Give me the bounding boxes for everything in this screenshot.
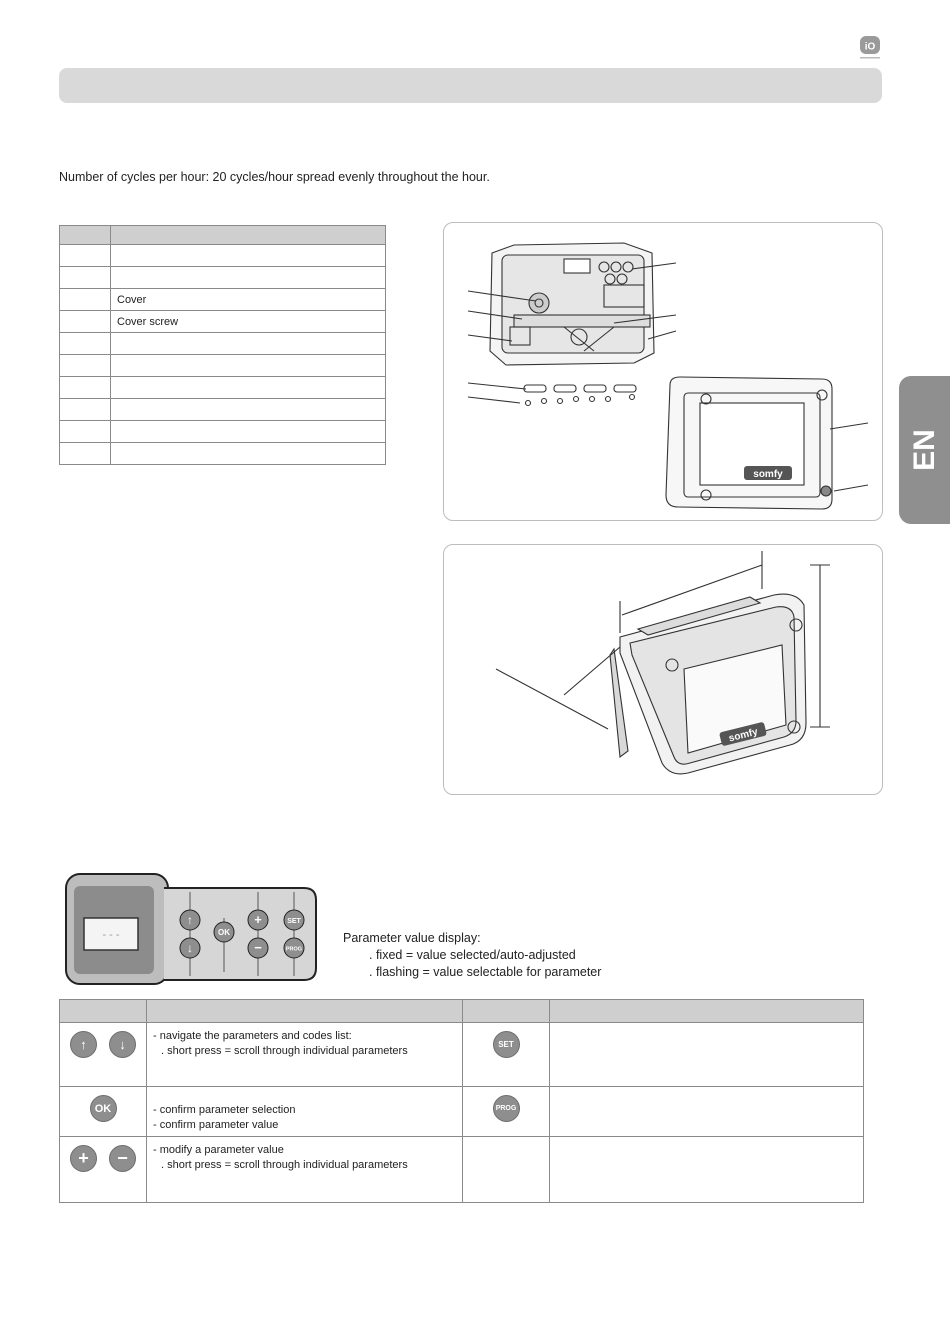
prog-button-icon: PROG (493, 1095, 520, 1122)
table-row (60, 399, 386, 421)
table-row (60, 267, 386, 289)
row-number (60, 267, 111, 289)
key-description (550, 1087, 864, 1137)
key-cell (60, 1023, 147, 1087)
key-cell (463, 1023, 550, 1087)
description-line: . short press = scroll through individual parameters (161, 1044, 408, 1057)
description-line: . short press = scroll through individual parameters (161, 1158, 408, 1171)
key-cell (60, 1087, 147, 1137)
row-number (60, 333, 111, 355)
description-line: - confirm parameter value (153, 1118, 279, 1131)
table-row (60, 311, 386, 333)
keypad-plus-label: + (254, 912, 262, 927)
display-dashes: - - - (102, 929, 120, 941)
language-label: EN (907, 429, 941, 471)
section-title-bar (59, 68, 882, 103)
up-arrow-icon: ↑ (70, 1031, 97, 1058)
key-cell (60, 1137, 147, 1203)
row-label (111, 333, 386, 355)
description-line (153, 1093, 456, 1103)
keypad-down-label: ↓ (187, 941, 193, 955)
table-header-row (60, 1000, 864, 1023)
language-tab (899, 376, 950, 524)
display-legend (343, 930, 601, 981)
table-row (60, 443, 386, 465)
keypad-prog-label: PROG (285, 946, 303, 953)
table-row (60, 245, 386, 267)
io-homecontrol-logo (856, 35, 884, 61)
table-row (60, 1137, 864, 1203)
row-label (111, 421, 386, 443)
header-cell (463, 1000, 550, 1023)
row-label: Cover (111, 289, 386, 311)
table-row (60, 289, 386, 311)
display-legend-flashing: . flashing = value selectable for parameter (369, 965, 602, 979)
row-number (60, 355, 111, 377)
cycles-per-hour-text: Number of cycles per hour: 20 cycles/hour spread evenly throughout the hour. (59, 170, 490, 184)
row-number (60, 311, 111, 333)
table-row (60, 377, 386, 399)
keypad-illustration (64, 872, 318, 987)
row-number (60, 245, 111, 267)
brand-logo-text: somfy (727, 726, 759, 745)
plus-icon: + (70, 1145, 97, 1172)
description-line: - navigate the parameters and codes list: (153, 1030, 352, 1042)
key-description (147, 1023, 463, 1087)
header-cell (60, 1000, 147, 1023)
row-label (111, 267, 386, 289)
ok-button-icon: OK (90, 1095, 117, 1122)
dimensions-drawing (444, 545, 882, 794)
table-row (60, 355, 386, 377)
header-cell (111, 226, 386, 245)
key-description (147, 1137, 463, 1203)
row-number (60, 421, 111, 443)
row-label (111, 245, 386, 267)
parts-table (59, 225, 386, 465)
io-logo-text: iO (864, 41, 876, 53)
keypad-minus-label: − (254, 940, 262, 955)
keypad-set-label: SET (287, 918, 301, 925)
brand-logo-text: somfy (753, 469, 783, 480)
keys-table (59, 999, 864, 1203)
table-row (60, 333, 386, 355)
exploded-view-figure (443, 222, 883, 521)
header-cell (147, 1000, 463, 1023)
header-cell (550, 1000, 864, 1023)
row-label: Cover screw (111, 311, 386, 333)
key-description (550, 1023, 864, 1087)
language-label-wrap (899, 376, 950, 524)
table-header-row (60, 226, 386, 245)
key-cell (463, 1137, 550, 1203)
row-number (60, 443, 111, 465)
exploded-view-drawing (444, 223, 882, 520)
dimensions-figure (443, 544, 883, 795)
row-label (111, 355, 386, 377)
row-number (60, 377, 111, 399)
key-cell (463, 1087, 550, 1137)
display-legend-title: Parameter value display: (343, 931, 481, 945)
header-cell (60, 226, 111, 245)
row-label (111, 399, 386, 421)
table-row (60, 1023, 864, 1087)
row-label (111, 443, 386, 465)
minus-icon: − (109, 1145, 136, 1172)
description-line: - confirm parameter selection (153, 1104, 296, 1116)
set-button-icon: SET (493, 1031, 520, 1058)
key-description (147, 1087, 463, 1137)
table-row (60, 421, 386, 443)
row-number (60, 289, 111, 311)
description-line: - modify a parameter value (153, 1144, 284, 1156)
down-arrow-icon: ↓ (109, 1031, 136, 1058)
row-number (60, 399, 111, 421)
keypad-ok-label: OK (218, 928, 230, 937)
key-description (550, 1137, 864, 1203)
row-label (111, 377, 386, 399)
display-legend-fixed: . fixed = value selected/auto-adjusted (369, 948, 576, 962)
keypad-up-label: ↑ (187, 913, 193, 927)
table-row (60, 1087, 864, 1137)
